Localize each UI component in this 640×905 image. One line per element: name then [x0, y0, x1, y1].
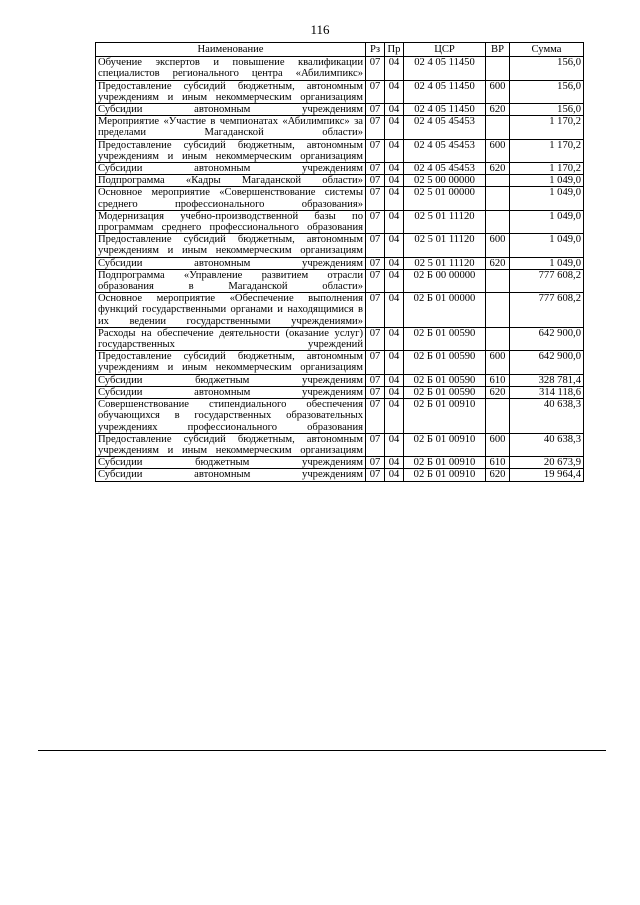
row-csr: 02 4 05 11450: [404, 57, 486, 80]
row-rz: 07: [366, 187, 385, 210]
row-csr: 02 4 05 45453: [404, 139, 486, 162]
row-csr: 02 Б 01 00910: [404, 399, 486, 434]
table-row: [96, 433, 584, 456]
row-sum: 314 118,6: [510, 386, 584, 398]
row-rz: 07: [366, 351, 385, 374]
table-row: [96, 386, 584, 398]
row-sum: 1 049,0: [510, 175, 584, 187]
row-csr: 02 Б 01 00590: [404, 374, 486, 386]
row-vr: [486, 269, 510, 292]
table-row: [96, 80, 584, 103]
row-name: Субсидии автономным учреждениям: [96, 469, 366, 481]
row-sum: 642 900,0: [510, 351, 584, 374]
row-csr: 02 4 05 45453: [404, 116, 486, 139]
table-row: [96, 104, 584, 116]
row-pr: 04: [385, 116, 404, 139]
row-csr: 02 Б 01 00000: [404, 293, 486, 328]
row-rz: 07: [366, 269, 385, 292]
row-sum: 777 608,2: [510, 293, 584, 328]
row-pr: 04: [385, 234, 404, 257]
row-sum: 328 781,4: [510, 374, 584, 386]
row-pr: 04: [385, 210, 404, 233]
row-csr: 02 5 01 11120: [404, 234, 486, 257]
table-row: [96, 257, 584, 269]
row-sum: 1 049,0: [510, 187, 584, 210]
row-csr: 02 5 00 00000: [404, 175, 486, 187]
row-name: Совершенствование стипендиального обеспечения обучающихся в государственных образовательных учреждениях профессионального образования: [96, 399, 366, 434]
table-row: [96, 57, 584, 80]
row-name: Обучение экспертов и повышение квалификации специалистов регионального центра «Абилимпикс»: [96, 57, 366, 80]
row-name: Субсидии бюджетным учреждениям: [96, 457, 366, 469]
row-sum: 19 964,4: [510, 469, 584, 481]
row-pr: 04: [385, 257, 404, 269]
row-vr: [486, 175, 510, 187]
table-header-row: [96, 43, 584, 57]
row-rz: 07: [366, 457, 385, 469]
row-csr: 02 Б 01 00590: [404, 351, 486, 374]
row-rz: 07: [366, 210, 385, 233]
row-sum: 156,0: [510, 104, 584, 116]
table-row: [96, 327, 584, 350]
row-rz: 07: [366, 374, 385, 386]
row-csr: 02 5 01 11120: [404, 210, 486, 233]
row-rz: 07: [366, 175, 385, 187]
row-pr: 04: [385, 327, 404, 350]
row-name: Субсидии бюджетным учреждениям: [96, 374, 366, 386]
row-vr: 600: [486, 139, 510, 162]
row-pr: 04: [385, 139, 404, 162]
row-pr: 04: [385, 163, 404, 175]
row-vr: 600: [486, 80, 510, 103]
header-name: Наименование: [96, 43, 366, 57]
row-name: Субсидии автономным учреждениям: [96, 163, 366, 175]
row-rz: 07: [366, 57, 385, 80]
row-vr: 600: [486, 433, 510, 456]
row-vr: 620: [486, 257, 510, 269]
table-body: [96, 57, 584, 481]
row-csr: 02 4 05 11450: [404, 104, 486, 116]
row-name: Модернизация учебно-производственной базы по программам среднего профессионального образования: [96, 210, 366, 233]
row-name: Предоставление субсидий бюджетным, автономным учреждениям и иным некоммерческим организациям: [96, 433, 366, 456]
row-pr: 04: [385, 269, 404, 292]
row-vr: 620: [486, 163, 510, 175]
row-csr: 02 4 05 11450: [404, 80, 486, 103]
row-rz: 07: [366, 104, 385, 116]
row-sum: 777 608,2: [510, 269, 584, 292]
row-csr: 02 4 05 45453: [404, 163, 486, 175]
row-pr: 04: [385, 80, 404, 103]
row-pr: 04: [385, 104, 404, 116]
row-rz: 07: [366, 116, 385, 139]
row-pr: 04: [385, 457, 404, 469]
row-csr: 02 Б 01 00910: [404, 469, 486, 481]
row-name: Мероприятие «Участие в чемпионатах «Абилимпикс» за пределами Магаданской области»: [96, 116, 366, 139]
table-row: [96, 175, 584, 187]
header-sum: Сумма: [510, 43, 584, 57]
table-row: [96, 116, 584, 139]
page-number: 116: [310, 22, 330, 37]
row-vr: [486, 116, 510, 139]
row-pr: 04: [385, 351, 404, 374]
row-rz: 07: [366, 399, 385, 434]
row-vr: [486, 293, 510, 328]
header-pr: Пр: [385, 43, 404, 57]
row-sum: 642 900,0: [510, 327, 584, 350]
header-csr: ЦСР: [404, 43, 486, 57]
row-rz: 07: [366, 257, 385, 269]
row-rz: 07: [366, 293, 385, 328]
row-sum: 1 049,0: [510, 257, 584, 269]
row-pr: 04: [385, 386, 404, 398]
row-pr: 04: [385, 433, 404, 456]
table-row: [96, 399, 584, 434]
footer-divider: [38, 750, 606, 751]
table-row: [96, 351, 584, 374]
row-pr: 04: [385, 469, 404, 481]
budget-table: [95, 42, 584, 482]
table-row: [96, 374, 584, 386]
row-vr: [486, 187, 510, 210]
row-pr: 04: [385, 293, 404, 328]
row-name: Субсидии автономным учреждениям: [96, 386, 366, 398]
row-sum: 1 170,2: [510, 139, 584, 162]
header-rz: Рз: [366, 43, 385, 57]
table-row: [96, 163, 584, 175]
row-pr: 04: [385, 57, 404, 80]
row-name: Субсидии автономным учреждениям: [96, 104, 366, 116]
row-csr: 02 5 01 00000: [404, 187, 486, 210]
row-vr: 610: [486, 374, 510, 386]
row-name: Подпрограмма «Управление развитием отрасли образования в Магаданской области»: [96, 269, 366, 292]
row-csr: 02 Б 01 00910: [404, 457, 486, 469]
row-name: Предоставление субсидий бюджетным, автономным учреждениям и иным некоммерческим организациям: [96, 139, 366, 162]
row-rz: 07: [366, 163, 385, 175]
row-sum: 40 638,3: [510, 433, 584, 456]
row-name: Основное мероприятие «Обеспечение выполнения функций государственными органами и находящимися в их ведении государственными учреждениями»: [96, 293, 366, 328]
row-vr: 600: [486, 351, 510, 374]
row-csr: 02 Б 00 00000: [404, 269, 486, 292]
row-name: Предоставление субсидий бюджетным, автономным учреждениям и иным некоммерческим организациям: [96, 234, 366, 257]
row-name: Предоставление субсидий бюджетным, автономным учреждениям и иным некоммерческим организациям: [96, 80, 366, 103]
row-name: Субсидии автономным учреждениям: [96, 257, 366, 269]
row-sum: 1 170,2: [510, 116, 584, 139]
table-row: [96, 187, 584, 210]
row-pr: 04: [385, 175, 404, 187]
table-row: [96, 457, 584, 469]
row-vr: [486, 327, 510, 350]
row-pr: 04: [385, 187, 404, 210]
row-sum: 1 170,2: [510, 163, 584, 175]
row-csr: 02 Б 01 00590: [404, 327, 486, 350]
row-name: Подпрограмма «Кадры Магаданской области»: [96, 175, 366, 187]
row-vr: [486, 57, 510, 80]
row-sum: 156,0: [510, 80, 584, 103]
row-vr: [486, 210, 510, 233]
row-sum: 20 673,9: [510, 457, 584, 469]
row-rz: 07: [366, 433, 385, 456]
table-row: [96, 210, 584, 233]
row-sum: 40 638,3: [510, 399, 584, 434]
row-csr: 02 Б 01 00910: [404, 433, 486, 456]
row-vr: 620: [486, 386, 510, 398]
row-sum: 1 049,0: [510, 234, 584, 257]
row-vr: [486, 399, 510, 434]
table-row: [96, 269, 584, 292]
row-vr: 600: [486, 234, 510, 257]
table-row: [96, 234, 584, 257]
row-rz: 07: [366, 80, 385, 103]
row-csr: 02 5 01 11120: [404, 257, 486, 269]
row-pr: 04: [385, 399, 404, 434]
header-vr: ВР: [486, 43, 510, 57]
row-vr: 620: [486, 469, 510, 481]
row-vr: 610: [486, 457, 510, 469]
row-sum: 1 049,0: [510, 210, 584, 233]
row-name: Основное мероприятие «Совершенствование системы среднего профессионального образования»: [96, 187, 366, 210]
row-rz: 07: [366, 327, 385, 350]
table-row: [96, 139, 584, 162]
row-rz: 07: [366, 386, 385, 398]
row-csr: 02 Б 01 00590: [404, 386, 486, 398]
table-row: [96, 469, 584, 481]
row-vr: 620: [486, 104, 510, 116]
row-rz: 07: [366, 139, 385, 162]
row-name: Расходы на обеспечение деятельности (оказание услуг) государственных учреждений: [96, 327, 366, 350]
table-row: [96, 293, 584, 328]
row-name: Предоставление субсидий бюджетным, автономным учреждениям и иным некоммерческим организациям: [96, 351, 366, 374]
row-sum: 156,0: [510, 57, 584, 80]
row-rz: 07: [366, 469, 385, 481]
row-rz: 07: [366, 234, 385, 257]
row-pr: 04: [385, 374, 404, 386]
